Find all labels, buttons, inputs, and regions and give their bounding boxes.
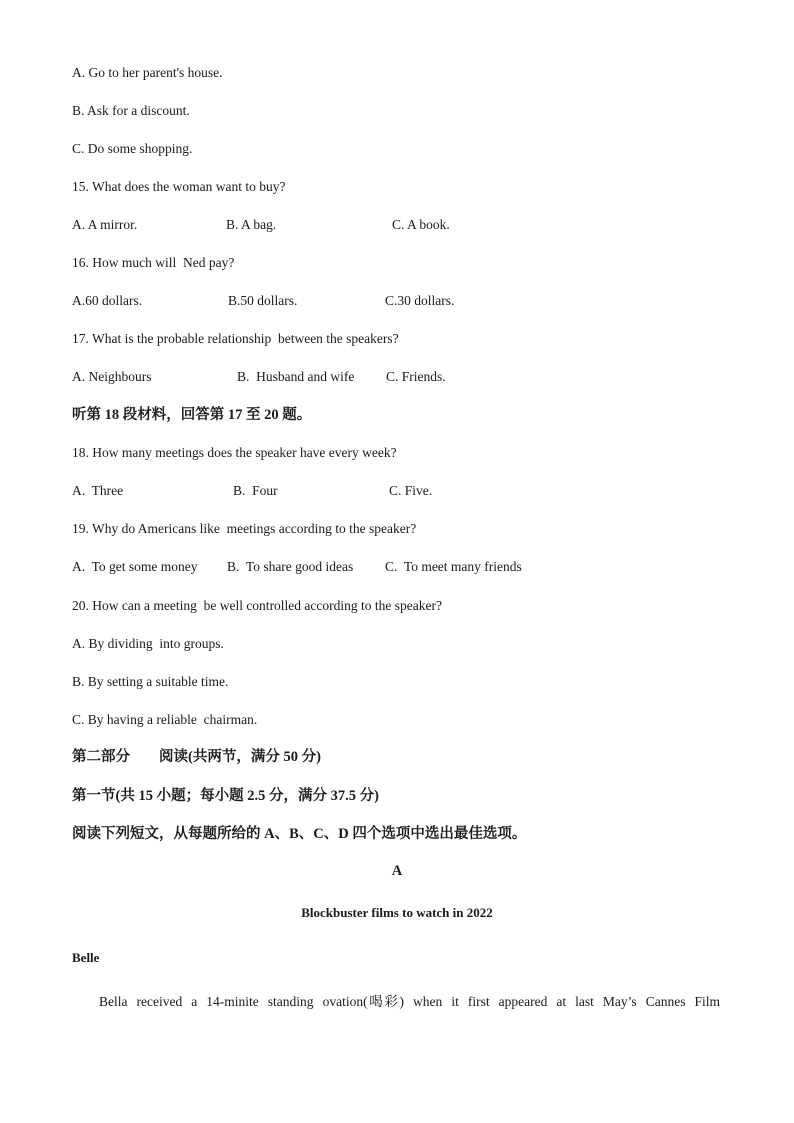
q14-option-b: B. Ask for a discount. <box>72 103 190 118</box>
part2-heading: 第二部分 阅读(共两节，满分 50 分) <box>72 749 321 765</box>
q18-question: 18. How many meetings does the speaker have every week? <box>72 445 397 460</box>
q20-option-c: C. By having a reliable chairman. <box>72 712 258 727</box>
q15-option-a: A. A mirror. <box>72 217 138 232</box>
q17-option-b: B. Husband and wife <box>237 369 355 384</box>
q20-option-a: A. By dividing into groups. <box>72 636 224 651</box>
q14-option-a: A. Go to her parent's house. <box>72 65 223 80</box>
q19-option-a: A. To get some money <box>72 559 198 574</box>
passage-title: Blockbuster films to watch in 2022 <box>301 905 493 920</box>
q18-option-b: B. Four <box>233 483 278 498</box>
section-18-heading: 听第 18 段材料，回答第 17 至 20 题。 <box>72 407 312 423</box>
q19-question: 19. Why do Americans like meetings according to the speaker? <box>72 521 417 536</box>
film-paragraph: Bella received a 14-minite standing ovation(喝彩) when it first appeared at last May’s Cannes Film <box>99 994 720 1009</box>
q16-option-b: B.50 dollars. <box>228 293 298 308</box>
q15-option-c: C. A book. <box>392 217 450 232</box>
q19-options <box>72 558 522 576</box>
q18-option-a: A. Three <box>72 483 124 498</box>
q15-option-b: B. A bag. <box>226 217 277 232</box>
q18-options <box>72 482 433 500</box>
q15-question: 15. What does the woman want to buy? <box>72 179 286 194</box>
q14-option-c: C. Do some shopping. <box>72 141 193 156</box>
q16-option-c: C.30 dollars. <box>385 293 455 308</box>
film-heading: Belle <box>72 950 100 965</box>
reading-instructions: 阅读下列短文，从每题所给的 A、B、C、D 四个选项中选出最佳选项。 <box>72 826 527 842</box>
q20-option-b: B. By setting a suitable time. <box>72 674 229 689</box>
q17-options <box>72 368 446 386</box>
q19-option-c: C. To meet many friends <box>385 559 522 574</box>
q17-option-a: A. Neighbours <box>72 369 152 384</box>
passage-letter: A <box>391 863 403 879</box>
q19-option-b: B. To share good ideas <box>227 559 354 574</box>
q17-question: 17. What is the probable relationship between the speakers? <box>72 331 399 346</box>
q17-option-c: C. Friends. <box>386 369 446 384</box>
q18-option-c: C. Five. <box>389 483 433 498</box>
section1-heading: 第一节(共 15 小题；每小题 2.5 分，满分 37.5 分) <box>72 788 379 804</box>
q16-options <box>72 292 455 310</box>
q16-option-a: A.60 dollars. <box>72 293 143 308</box>
q20-question: 20. How can a meeting be well controlled according to the speaker? <box>72 598 442 613</box>
q16-question: 16. How much will Ned pay? <box>72 255 235 270</box>
q15-options <box>72 216 450 234</box>
